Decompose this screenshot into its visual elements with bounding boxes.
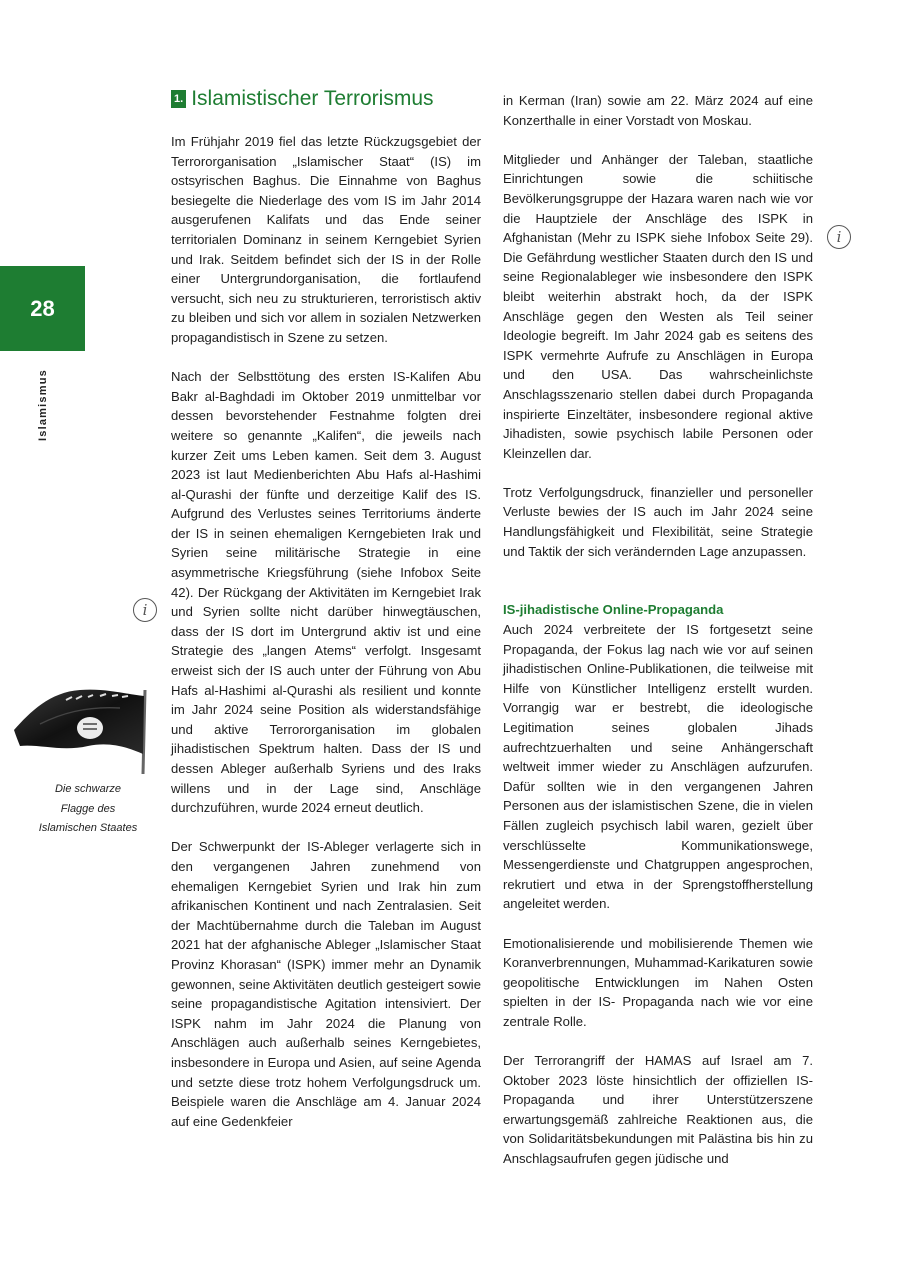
paragraph: Der Terrorangriff der HAMAS auf Israel am 7. Oktober 2023 löste hinsichtlich der offiziellen IS-Propaganda und ihrer Unterstützerszene erwartungsgemäß zahlreiche Reaktionen aus, die von Solidaritätsbekundungen mit Palästina bis hin zu Anschlagsaufrufen gegen jüdische und (503, 1053, 813, 1167)
paragraph: Im Frühjahr 2019 fiel das letzte Rückzugsgebiet der Terrororganisation „Islamischer Staat“ (IS) im ostsyrischen Baghus. Die Einnahme von Baghus besiegelte die Niederlage des vom IS im Jahr 2014 ausgerufenen Kalifats und das Ende seiner territorialen Dominanz in seinem Kerngebiet Syrien und Irak. Seitdem befindet sich der IS in der Rolle einer Untergrundorganisation, die fortlaufend versucht, sich neu zu strukturieren, terroristisch aktiv zu bleiben und sich vor allem in sozialen Netzwerken propagandistisch in Szene zu setzen. (171, 134, 481, 345)
paragraph: Mitglieder und Anhänger der Taleban, staatliche Einrichtungen sowie die schiitische Bevölkerungsgruppe der Hazara waren nach wie vor die Hauptziele der Anschläge des ISPK in Afghanistan (Mehr zu ISPK siehe Infobox Seite 29). Die Gefährdung westlicher Staaten durch den IS und seine Regionalableger wie insbesondere den ISPK bleibt weiterhin abstrakt hoch, da der ISPK Anschläge gegen den Westen als Teil seiner Ideologie begreift. Im Jahr 2024 gab es seitens des ISPK vermehrte Aufrufe zu Anschlägen in Europa und den USA. Das wahrscheinlichste Anschlagsszenario stellen dabei durch Propaganda inspirierte Einzeltäter, insbesondere regional aktive Jihadisten, sowie psychisch labile Personen oder Kleinzellen dar. (503, 151, 813, 461)
paragraph: Trotz Verfolgungsdruck, finanzieller und personeller Verluste bewies der IS auch im Jahr 2024 seine Handlungsfähigkeit und Flexibilität, seine Strategie und Taktik der sich verändernden Lage anzupassen. (503, 484, 813, 559)
paragraph: in Kerman (Iran) sowie am 22. März 2024 auf eine Konzerthalle in einer Vorstadt von Moskau. (503, 93, 813, 128)
info-icon: i (827, 225, 851, 249)
is-flag-image (10, 684, 150, 774)
paragraph: Nach der Selbsttötung des ersten IS-Kalifen Abu Bakr al-Baghdadi im Oktober 2019 unmittelbar vor dessen bevorstehender Festnahme folgten drei weitere so genannte „Kalifen“, die jeweils nach kurzer Zeit ums Leben kamen. Seit dem 3. August 2023 ist laut Medienberichten Abu Hafs al-Hashimi al-Qurashi der fünfte und derzeitige Kalif des IS. Aufgrund des Verlustes seines Territoriums änderte der IS in seinen ehemaligen Kerngebieten Irak und Syrien seine militärische Strategie in eine asymmetrische Kriegsführung (siehe Infobox Seite 42). Der Rückgang der Aktivitäten im Kerngebiet Irak und Syrien sollte nicht darüber hinwegtäuschen, dass der IS dort im Untergrund aktiv ist und eine Strategie des „langen Atems“ verfolgt. Insgesamt erweist sich der IS auch unter der Führung von Abu Hafs al-Hashimi al-Qurashi als resilient und konnte im Jahr 2024 seine Position als widerstandsfähige und aktive Terrororganisation im globalen jihadistischen Spektrum halten. Dass der IS und dessen Ableger außerhalb Syriens und des Iraks willens und in der Lage sind, Anschläge durchzuführen, wurde 2024 erneut deutlich. (171, 369, 481, 816)
image-caption (30, 780, 146, 839)
caption-line: Flagge des (60, 802, 116, 815)
caption-line: Islamischen Staates (38, 822, 138, 834)
page-number-tab (0, 266, 85, 351)
paragraph: Der Schwerpunkt der IS-Ableger verlagerte sich in den vergangenen Jahren zunehmend von ehemaligen Kerngebiet Syrien und Irak hin zum afrikanischen Kontinent und nach Zentralasien. Seit der Machtübernahme durch die Taleban im August 2021 hat der afghanische Ableger „Islamischer Staat Provinz Khorasan“ (ISPK) immer mehr an Dynamik gewonnen, seine Aktivitäten deutlich gesteigert sowie seine propagandistische Agitation intensiviert. Der ISPK nahm im Jahr 2024 die Planung von Anschlägen auch außerhalb seines Kerngebietes, insbesondere in Europa und Asien, auf seine Agenda und setzte diese trotz hohem Verfolgungsdruck um. Beispiele waren die Anschläge am 4. Januar 2024 auf eine Gedenkfeier (171, 839, 481, 1129)
paragraph: Emotionalisierende und mobilisierende Themen wie Koranverbrennungen, Muhammad-Karikaturen sowie geopolitische Entwicklungen im Nahen Osten spielten in der IS- Propaganda nach wie vor eine zentrale Rolle. (503, 935, 813, 1029)
section-number: 1. (171, 90, 186, 108)
subheading: IS-jihadistische Online-Propaganda (503, 602, 724, 618)
section-label: Islamismus (37, 369, 49, 441)
left-column (171, 86, 481, 1151)
section-title: Islamistischer Terrorismus (191, 87, 434, 110)
caption-line: Die schwarze (54, 783, 122, 795)
section-heading (171, 86, 481, 112)
paragraph: Auch 2024 verbreitete der IS fortgesetzt seine Propaganda, der Fokus lag nach wie vor auf seinen jihadistischen Online-Publikationen, die teilweise mit Hilfe von Künstlicher Intelligenz erstellt wurden. Vorrangig war er bestrebt, die ideologische Legitimation seines globalen Jihads aufrechtzuerhalten und seine Anhängerschaft weltweit immer wieder zu Anschlägen aufzurufen. Dafür sollten wie in den vergangenen Jahren Personen aus der islamistischen Szene, die in vielen Fällen zugleich psychisch labil waren, gezielt über verschlüsselte Kommunikationswege, Messengerdienste und Chatgruppen angesprochen, rekrutiert und etwa in der Sprengstoffherstellung angeleitet werden. (503, 622, 813, 912)
page-number: 28 (30, 295, 55, 321)
right-column (503, 91, 813, 1188)
info-icon: i (133, 598, 157, 622)
